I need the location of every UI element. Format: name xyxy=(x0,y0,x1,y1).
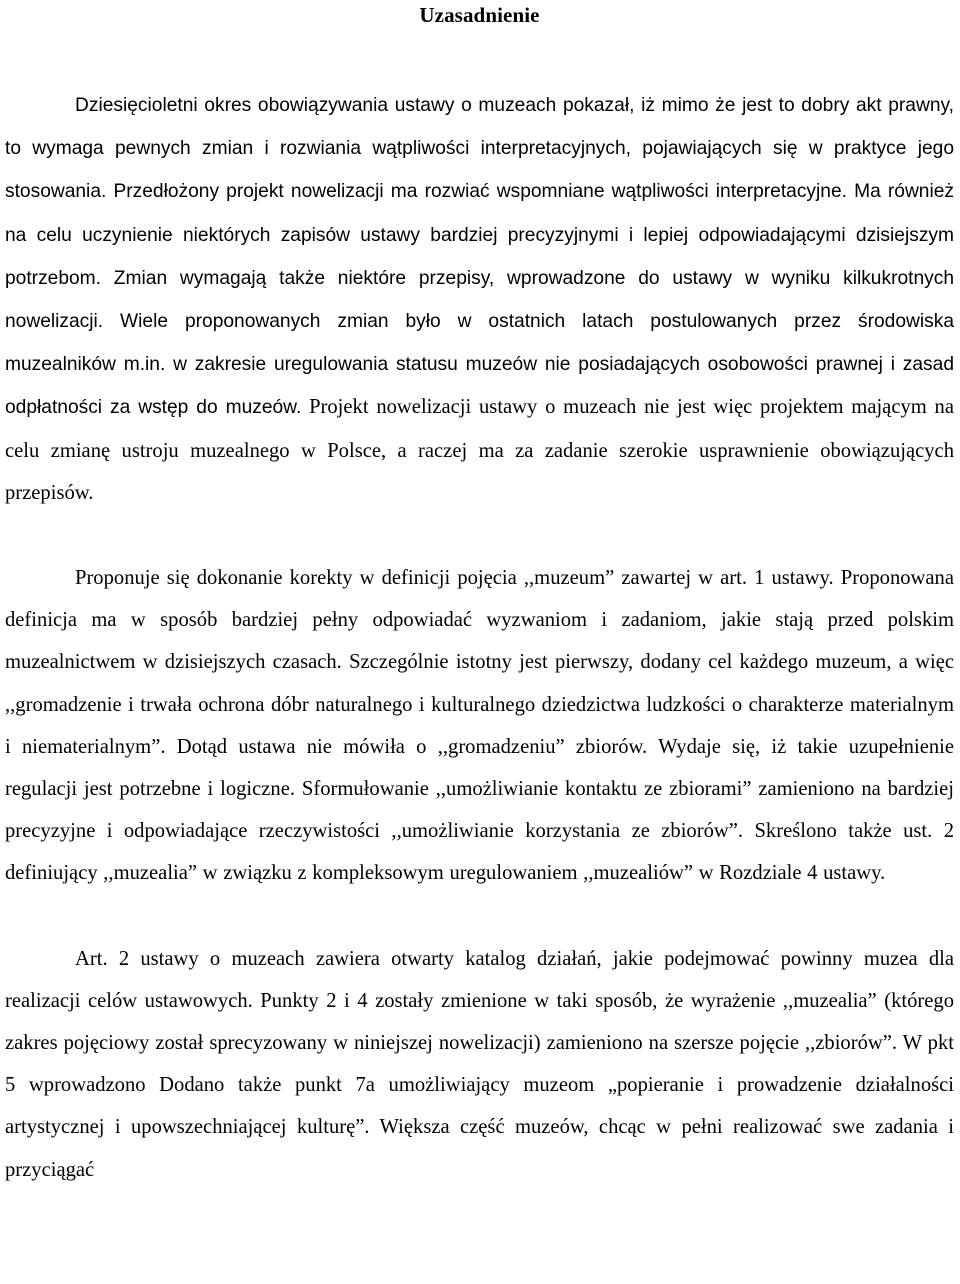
paragraph-1-sans-part: Dziesięcioletni okres obowiązywania ustawy o muzeach pokazał, iż mimo że jest to dobry akt prawny, to wymaga pewnych zmian i rozwiania wątpliwości interpretacyjnych, pojawiających się w praktyce jego stosowania. Przedłożony projekt nowelizacji ma rozwiać wspomniane wątpliwości interpretacyjne. Ma również na celu uczynienie niektórych zapisów ustawy bardziej precyzyjnymi i lepiej odpowiadającymi dzisiejszym potrzebom. Zmian wymagają także niektóre przepisy, wprowadzone do ustawy w wyniku kilkukrotnych nowelizacji. Wiele proponowanych zmian było w ostatnich latach postulowanych przez środowiska muzealników m.in. w zakresie uregulowania statusu muzeów nie posiadających osobowości prawnej i zasad odpłatności za wstęp do muzeów. xyxy=(5,95,954,419)
document-page xyxy=(5,0,954,1191)
paragraph-2: Proponuje się dokonanie korekty w definicji pojęcia ,,muzeum” zawartej w art. 1 ustawy. Proponowana definicja ma w sposób bardziej pełny odpowiadać wyzwaniom i zadaniom, jakie stają przed polskim muzealnictwem w dzisiejszych czasach. Szczególnie istotny jest pierwszy, dodany cel każdego muzeum, a więc ,,gromadzenie i trwała ochrona dóbr naturalnego i kulturalnego dziedzictwa ludzkości o charakterze materialnym i niematerialnym”. Dotąd ustawa nie mówiła o ,,gromadzeniu” zbiorów. Wydaje się, iż takie uzupełnienie regulacji jest potrzebne i logiczne. Sformułowanie ,,umożliwianie kontaktu ze zbiorami” zamieniono na bardziej precyzyjne i odpowiadające rzeczywistości ,,umożliwianie korzystania ze zbiorów”. Skreślono także ust. 2 definiujący ,,muzealia” w związku z kompleksowym uregulowaniem ,,muzealiów” w Rozdziale 4 ustawy. xyxy=(5,567,954,885)
paragraph-3: Art. 2 ustawy o muzeach zawiera otwarty katalog działań, jakie podejmować powinny muzea dla realizacji celów ustawowych. Punkty 2 i 4 zostały zmienione w taki sposób, że wyrażenie ,,muzealia” (którego zakres pojęciowy został sprecyzowany w niniejszej nowelizacji) zamieniono na szersze pojęcie ,,zbiorów”. W pkt 5 wprowadzono Dodano także punkt 7a umożliwiający muzeom „popieranie i prowadzenie działalności artystycznej i upowszechniającej kulturę”. Większa część muzeów, chcąc w pełni realizować swe zadania i przyciągać xyxy=(5,947,954,1181)
paragraph-1 xyxy=(5,84,954,514)
document-title: Uzasadnienie xyxy=(419,3,540,27)
paragraph-1-serif-part: Projekt nowelizacji ustawy o muzeach nie jest więc projektem mającym na celu zmianę ustroju muzealnego w Polsce, a raczej ma za zadanie szerokie usprawnienie obowiązujących przepisów. xyxy=(5,396,954,504)
